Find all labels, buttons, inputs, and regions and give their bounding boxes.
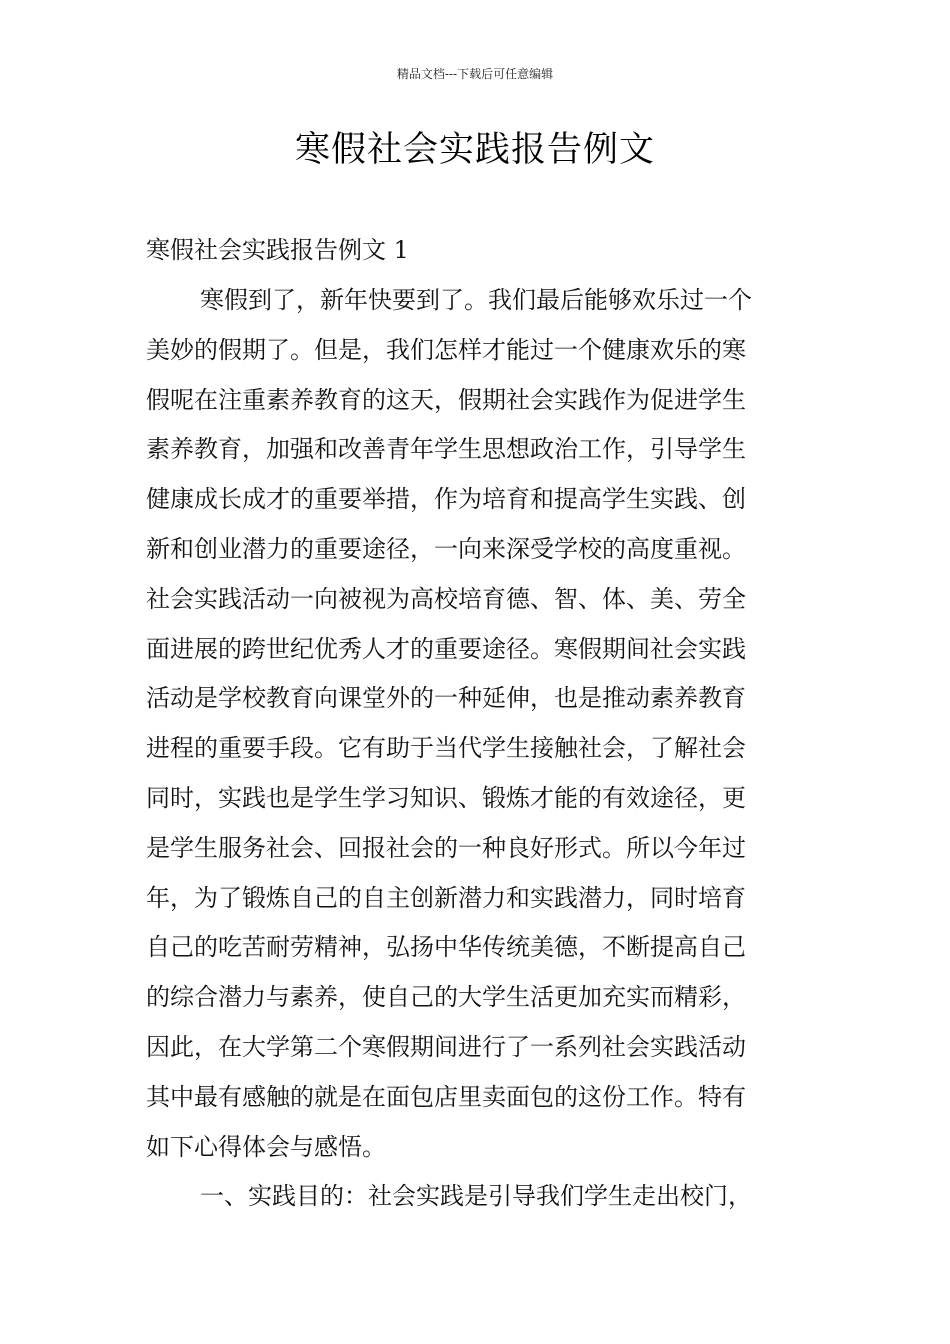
paragraph-line: 活动是学校教育向课堂外的一种延伸，也是推动素养教育 — [146, 684, 746, 713]
body-text — [146, 276, 806, 1222]
header-note: 精品文档---下载后可任意编辑 — [396, 67, 554, 81]
paragraph-line: 健康成长成才的重要举措，作为培育和提高学生实践、创 — [146, 485, 746, 514]
paragraph-line: 的综合潜力与素养，使自己的大学生活更加充实而精彩， — [146, 983, 746, 1012]
section-heading: 寒假社会实践报告例文 1 — [146, 236, 409, 264]
paragraph-line: 是学生服务社会、回报社会的一种良好形式。所以今年过 — [146, 833, 746, 862]
paragraph-line: 如下心得体会与感悟。 — [146, 1132, 386, 1161]
paragraph-line: 其中最有感触的就是在面包店里卖面包的这份工作。特有 — [146, 1082, 746, 1111]
paragraph-line: 假呢在注重素养教育的这天，假期社会实践作为促进学生 — [146, 385, 746, 414]
paragraph-line: 同时，实践也是学生学习知识、锻炼才能的有效途径，更 — [146, 783, 746, 812]
paragraph-line: 面进展的跨世纪优秀人才的重要途径。寒假期间社会实践 — [146, 634, 746, 663]
paragraph-1 — [146, 276, 806, 1172]
paragraph-line: 自己的吃苦耐劳精神，弘扬中华传统美德，不断提高自己 — [146, 933, 746, 962]
paragraph-line: 进程的重要手段。它有助于当代学生接触社会，了解社会 — [146, 734, 746, 763]
paragraph-line: 因此，在大学第二个寒假期间进行了一系列社会实践活动 — [146, 1032, 746, 1061]
paragraph-line: 新和创业潜力的重要途径，一向来深受学校的高度重视。 — [146, 534, 746, 563]
paragraph-line: 社会实践活动一向被视为高校培育德、智、体、美、劳全 — [146, 584, 746, 613]
paragraph-line: 美妙的假期了。但是，我们怎样才能过一个健康欢乐的寒 — [146, 335, 746, 364]
paragraph-line: 寒假到了，新年快要到了。我们最后能够欢乐过一个 — [200, 286, 752, 314]
paragraph-line: 素养教育，加强和改善青年学生思想政治工作，引导学生 — [146, 435, 746, 464]
paragraph-2 — [146, 1172, 806, 1222]
paragraph-line: 一、实践目的：社会实践是引导我们学生走出校门， — [200, 1182, 752, 1211]
document-title: 寒假社会实践报告例文 — [294, 130, 655, 170]
paragraph-line: 年，为了锻炼自己的自主创新潜力和实践潜力，同时培育 — [146, 883, 746, 912]
